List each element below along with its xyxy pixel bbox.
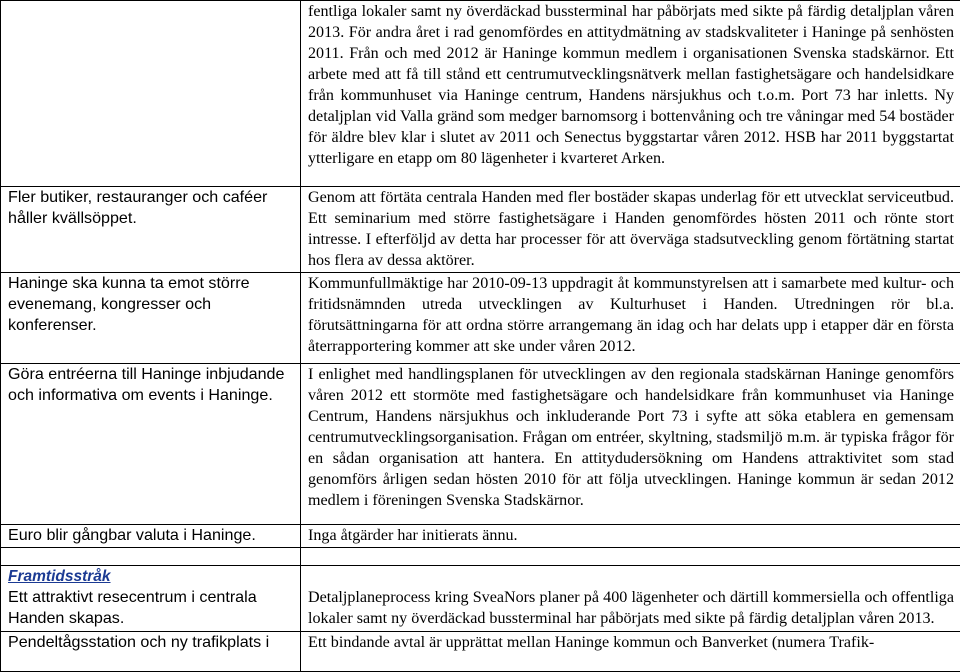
right-cell bbox=[301, 1, 960, 187]
right-cell bbox=[301, 364, 960, 525]
right-text: Inga åtgärder har initierats ännu. bbox=[308, 527, 518, 544]
table-row bbox=[1, 525, 960, 548]
left-text: Euro blir gångbar valuta i Haninge. bbox=[8, 526, 256, 544]
right-text: Genom att förtäta centrala Handen med fler bostäder skapas underlag för ett utvecklat serviceutbud. Ett seminarium med större fastighetsägare i Handen genomfördes hösten 2011 och rönte stort intresse. I efterföljd av detta har processer för att överväga stadsutveckling genom förtätning startat hos flera av dessa aktörer. bbox=[308, 189, 954, 269]
right-text: Ett bindande avtal är upprättat mellan Haninge kommun och Banverket (numera Trafik- bbox=[308, 634, 874, 651]
left-cell bbox=[1, 525, 301, 548]
section-heading: Framtidsstråk bbox=[8, 566, 294, 587]
right-cell bbox=[301, 566, 960, 632]
table-row bbox=[1, 364, 960, 525]
right-text: fentliga lokaler samt ny överdäckad bussterminal har påbörjats med sikte på färdig detaljplan våren 2013. För andra året i rad genomfördes en attitydmätning av stadskvaliteter i Haninge på senhösten 2011. Från och med 2012 är Haninge kommun medlem i organisationen Svenska stadskärnor. Ett arbete med att få till stånd ett centrumutvecklingsnätverk mellan fastighetsägare och handelsidkare från kommunhuset via Haninge centrum, Handens närsjukhus och t.o.m. Port 73 har inletts. Ny detaljplan vid Valla gränd som medger barnomsorg i bottenvåning och tre våningar med 54 bostäder för äldre blev klar i slutet av 2011 och Senectus byggstartar våren 2012. HSB har 2011 byggstartat ytterligare en etapp om 80 lägenheter i kvarteret Arken. bbox=[308, 3, 954, 167]
left-cell bbox=[1, 364, 301, 525]
left-text: Göra entréerna till Haninge inbjudande och informativa om events i Haninge. bbox=[8, 365, 284, 404]
table-row bbox=[1, 632, 960, 672]
right-cell bbox=[301, 273, 960, 364]
left-cell bbox=[1, 273, 301, 364]
left-cell bbox=[1, 632, 301, 672]
right-cell bbox=[301, 525, 960, 548]
table-row bbox=[1, 566, 960, 632]
right-text: Detaljplaneprocess kring SveaNors planer på 400 lägenheter och därtill kommersiella och offentliga lokaler samt ny överdäckad bussterminal har påbörjats med sikte på färdig detaljplan våren 2013. bbox=[308, 589, 954, 627]
left-cell-empty bbox=[1, 548, 301, 566]
right-cell bbox=[301, 187, 960, 273]
left-text: Haninge ska kunna ta emot större evenemang, kongresser och konferenser. bbox=[8, 274, 250, 334]
left-cell bbox=[1, 187, 301, 273]
right-text: Kommunfullmäktige har 2010-09-13 uppdragit åt kommunstyrelsen att i samarbete med kultur- och fritidsnämnden utreda utvecklingen av Kulturhuset i Handen. Utredningen rör bl.a. förutsättningarna för att ordna större arrangemang än idag och har delats upp i etapper där en första återrapportering kommer att ske under våren 2012. bbox=[308, 275, 954, 355]
table-row-spacer bbox=[1, 548, 960, 566]
table-row bbox=[1, 273, 960, 364]
left-text: Fler butiker, restauranger och caféer håller kvällsöppet. bbox=[8, 188, 267, 227]
left-cell bbox=[1, 1, 301, 187]
right-cell-empty bbox=[301, 548, 960, 566]
left-text: Pendeltågsstation och ny trafikplats i bbox=[8, 633, 269, 651]
right-cell bbox=[301, 632, 960, 672]
table-row bbox=[1, 1, 960, 187]
left-text: Ett attraktivt resecentrum i centrala Handen skapas. bbox=[8, 587, 294, 629]
right-text: I enlighet med handlingsplanen för utvecklingen av den regionala stadskärnan Haninge genomförs våren 2012 ett stormöte med fastighetsägare och handelsidkare från kommunhuset via Haninge Centrum, Handens närsjukhus och inkluderande Port 73 i syfte att söka etablera en gemensam centrumutvecklingsorganisation. Frågan om entréer, skyltning, stadsmiljö m.m. är typiska frågor för en sådan organisation att hantera. En attitydudersökning om Handens attraktivitet som stad genomförs årligen sedan hösten 2010 för att följa utvecklingen. Haninge kommun är sedan 2012 medlem i föreningen Svenska Stadskärnor. bbox=[308, 366, 954, 509]
table-row bbox=[1, 187, 960, 273]
left-cell bbox=[1, 566, 301, 632]
